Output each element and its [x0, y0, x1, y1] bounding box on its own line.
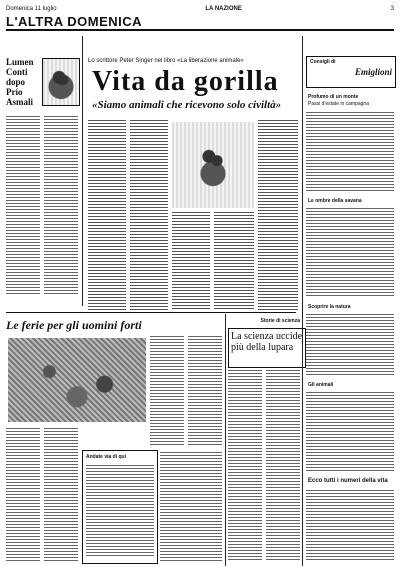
header-date: Domenica 11 luglio: [6, 6, 57, 12]
left-body-text-2: [44, 116, 78, 296]
science-title-box: [228, 328, 306, 368]
header-masthead: LA NAZIONE: [205, 6, 242, 12]
left-body-text: [6, 116, 40, 296]
right-item-1: Profumo di un monte: [308, 94, 359, 100]
right-section-2: Le ombre della savana: [308, 198, 362, 204]
science-body-1: [228, 370, 262, 562]
ferie-photo: [8, 338, 146, 422]
science-title: La scienza uccide più della lupara: [231, 331, 303, 353]
lower-rule: [6, 312, 296, 313]
right-body-1: [306, 112, 394, 192]
right-box: [306, 56, 396, 88]
science-kicker: Storie di scienza: [260, 318, 300, 324]
main-body-col-3: [172, 212, 210, 310]
ferie-body-5: [160, 452, 222, 562]
right-box-subtitle: Emiglioni: [354, 67, 392, 77]
ferie-body-2: [44, 428, 78, 562]
right-bottom-head: Ecco tutti i numeri della vita: [308, 478, 388, 484]
ferie-title: Le ferie per gli uomini forti: [6, 318, 142, 332]
page-header: [6, 4, 394, 14]
caption-line: Asmali: [6, 97, 33, 107]
right-body-5: [306, 490, 394, 562]
right-box-title: Consigli di: [310, 59, 336, 65]
section-title: L'ALTRA DOMENICA: [6, 14, 143, 29]
ferie-body-4: [188, 336, 222, 446]
main-body-col-2: [130, 120, 168, 310]
section-rule: [6, 29, 394, 31]
boxed-note-body: [86, 465, 154, 557]
science-divider: [225, 314, 226, 566]
boxed-note: [82, 450, 158, 564]
main-body-col-5: [258, 120, 298, 310]
main-title: Vita da gorilla: [92, 66, 279, 97]
right-body-4: [306, 392, 394, 472]
column-divider-right: [302, 36, 303, 566]
main-body-col-1: [88, 120, 126, 310]
right-section-3: Scoprire la natura: [308, 304, 351, 310]
ferie-body-1: [6, 428, 40, 562]
caption-line: Prío: [6, 87, 23, 97]
right-item-2: Passi d'estate in campagna: [308, 101, 369, 107]
main-body-col-4: [214, 212, 254, 310]
right-body-3: [306, 314, 394, 376]
boxed-note-title: Andate via di qui: [86, 454, 127, 460]
ferie-body-3: [150, 336, 184, 446]
main-subtitle: «Siamo animali che ricevono solo civiltà»: [92, 99, 282, 111]
column-divider: [82, 36, 83, 306]
gorilla-illustration: [172, 122, 254, 208]
caption-line: Lumen: [6, 57, 34, 67]
portrait-photo: [42, 58, 80, 106]
caption-line: dopo: [6, 77, 26, 87]
caption-line: Conti: [6, 67, 28, 77]
left-portrait-caption: [6, 57, 38, 113]
right-body-2: [306, 208, 394, 298]
header-page-number: 3: [390, 6, 394, 12]
science-body-2: [266, 370, 300, 562]
right-section-4: Gli animali: [308, 382, 334, 388]
main-kicker: Lo scrittore Peter Singer nel libro «La liberazione animale»: [88, 58, 244, 64]
